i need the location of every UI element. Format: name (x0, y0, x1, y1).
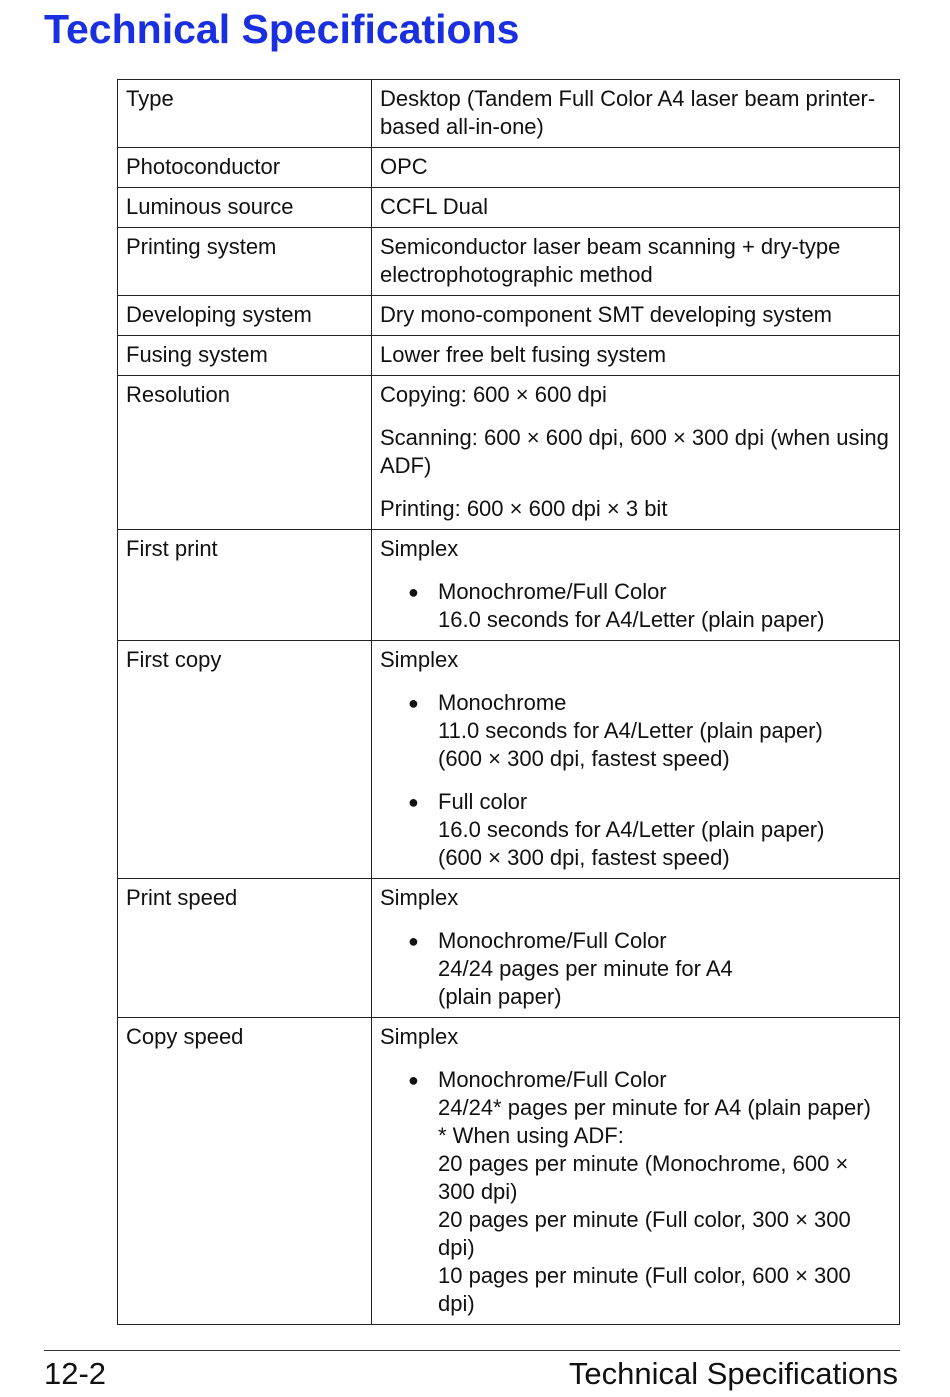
spec-value-mode: Simplex (380, 536, 459, 561)
bullet-item (408, 927, 891, 1011)
spec-value-paragraph: Copying: 600 × 600 dpi (380, 382, 607, 407)
bullet-line: (plain paper) (438, 984, 562, 1009)
bullet-list (380, 689, 891, 872)
spec-label: First print (118, 530, 372, 641)
spec-row (118, 530, 900, 641)
spec-row (118, 336, 900, 376)
spec-value-paragraph: Scanning: 600 × 600 dpi, 600 × 300 dpi (when using ADF) (380, 425, 889, 478)
spec-label: Luminous source (118, 188, 372, 228)
bullet-line: Monochrome/Full Color (438, 579, 667, 604)
bullet-item (408, 578, 891, 634)
spec-value (372, 148, 900, 188)
footer-section-title: Technical Specifications (568, 1356, 898, 1391)
bullet-dot-icon: ● (408, 931, 419, 951)
spec-value (372, 336, 900, 376)
bullet-dot-icon: ● (408, 582, 419, 602)
spec-value (372, 641, 900, 879)
bullet-dot-icon: ● (408, 1070, 419, 1090)
spec-value-text: CCFL Dual (380, 194, 488, 219)
spec-row (118, 188, 900, 228)
spec-value (372, 376, 900, 530)
spec-value-mode: Simplex (380, 647, 459, 672)
spec-value (372, 296, 900, 336)
spec-value-text: Desktop (Tandem Full Color A4 laser beam printer-based all-in-one) (380, 86, 876, 139)
spec-value (372, 530, 900, 641)
bullet-item (408, 1066, 891, 1318)
spec-label: Type (118, 80, 372, 148)
bullet-line: 24/24* pages per minute for A4 (plain paper) (438, 1095, 871, 1120)
spec-label: Developing system (118, 296, 372, 336)
spec-value-text: Lower free belt fusing system (380, 342, 667, 367)
bullet-list (380, 578, 891, 634)
bullet-line: Monochrome (438, 690, 567, 715)
spec-row (118, 80, 900, 148)
bullet-line: 24/24 pages per minute for A4 (438, 956, 733, 981)
spec-value-mode: Simplex (380, 885, 459, 910)
spec-row (118, 1018, 900, 1325)
bullet-line: 10 pages per minute (Full color, 600 × 300 dpi) (438, 1263, 851, 1316)
spec-label: Copy speed (118, 1018, 372, 1325)
bullet-line: * When using ADF: (438, 1123, 624, 1148)
spec-label: Fusing system (118, 336, 372, 376)
spec-value (372, 879, 900, 1018)
spec-value (372, 188, 900, 228)
spec-value-text: Dry mono-component SMT developing system (380, 302, 833, 327)
spec-row (118, 228, 900, 296)
bullet-list (380, 1066, 891, 1318)
bullet-line: 16.0 seconds for A4/Letter (plain paper) (438, 607, 825, 632)
spec-value (372, 1018, 900, 1325)
bullet-item (408, 788, 891, 872)
bullet-line: 11.0 seconds for A4/Letter (plain paper) (438, 718, 823, 743)
page-title: Technical Specifications (44, 6, 520, 52)
spec-row (118, 641, 900, 879)
spec-label: Print speed (118, 879, 372, 1018)
spec-row (118, 376, 900, 530)
spec-label: First copy (118, 641, 372, 879)
spec-row (118, 296, 900, 336)
spec-table (117, 79, 900, 1325)
bullet-line: Monochrome/Full Color (438, 1067, 667, 1092)
footer-page-number: 12-2 (44, 1356, 107, 1391)
spec-label: Printing system (118, 228, 372, 296)
bullet-list (380, 927, 891, 1011)
spec-row (118, 148, 900, 188)
spec-value (372, 228, 900, 296)
bullet-item (408, 689, 891, 773)
footer-divider (44, 1350, 900, 1351)
spec-value-mode: Simplex (380, 1024, 459, 1049)
spec-label: Resolution (118, 376, 372, 530)
bullet-dot-icon: ● (408, 792, 419, 812)
bullet-line: 16.0 seconds for A4/Letter (plain paper) (438, 817, 825, 842)
bullet-line: Monochrome/Full Color (438, 928, 667, 953)
spec-label: Photoconductor (118, 148, 372, 188)
spec-value-text: Semiconductor laser beam scanning + dry-type electrophotographic method (380, 234, 841, 287)
spec-row (118, 879, 900, 1018)
spec-value-paragraph: Printing: 600 × 600 dpi × 3 bit (380, 496, 668, 521)
bullet-line: 20 pages per minute (Full color, 300 × 300 dpi) (438, 1207, 851, 1260)
bullet-line: Full color (438, 789, 528, 814)
spec-value (372, 80, 900, 148)
spec-table-body (118, 80, 900, 1325)
bullet-line: 20 pages per minute (Monochrome, 600 × 300 dpi) (438, 1151, 849, 1204)
bullet-line: (600 × 300 dpi, fastest speed) (438, 746, 730, 771)
spec-value-text: OPC (380, 154, 428, 179)
bullet-line: (600 × 300 dpi, fastest speed) (438, 845, 730, 870)
bullet-dot-icon: ● (408, 693, 419, 713)
